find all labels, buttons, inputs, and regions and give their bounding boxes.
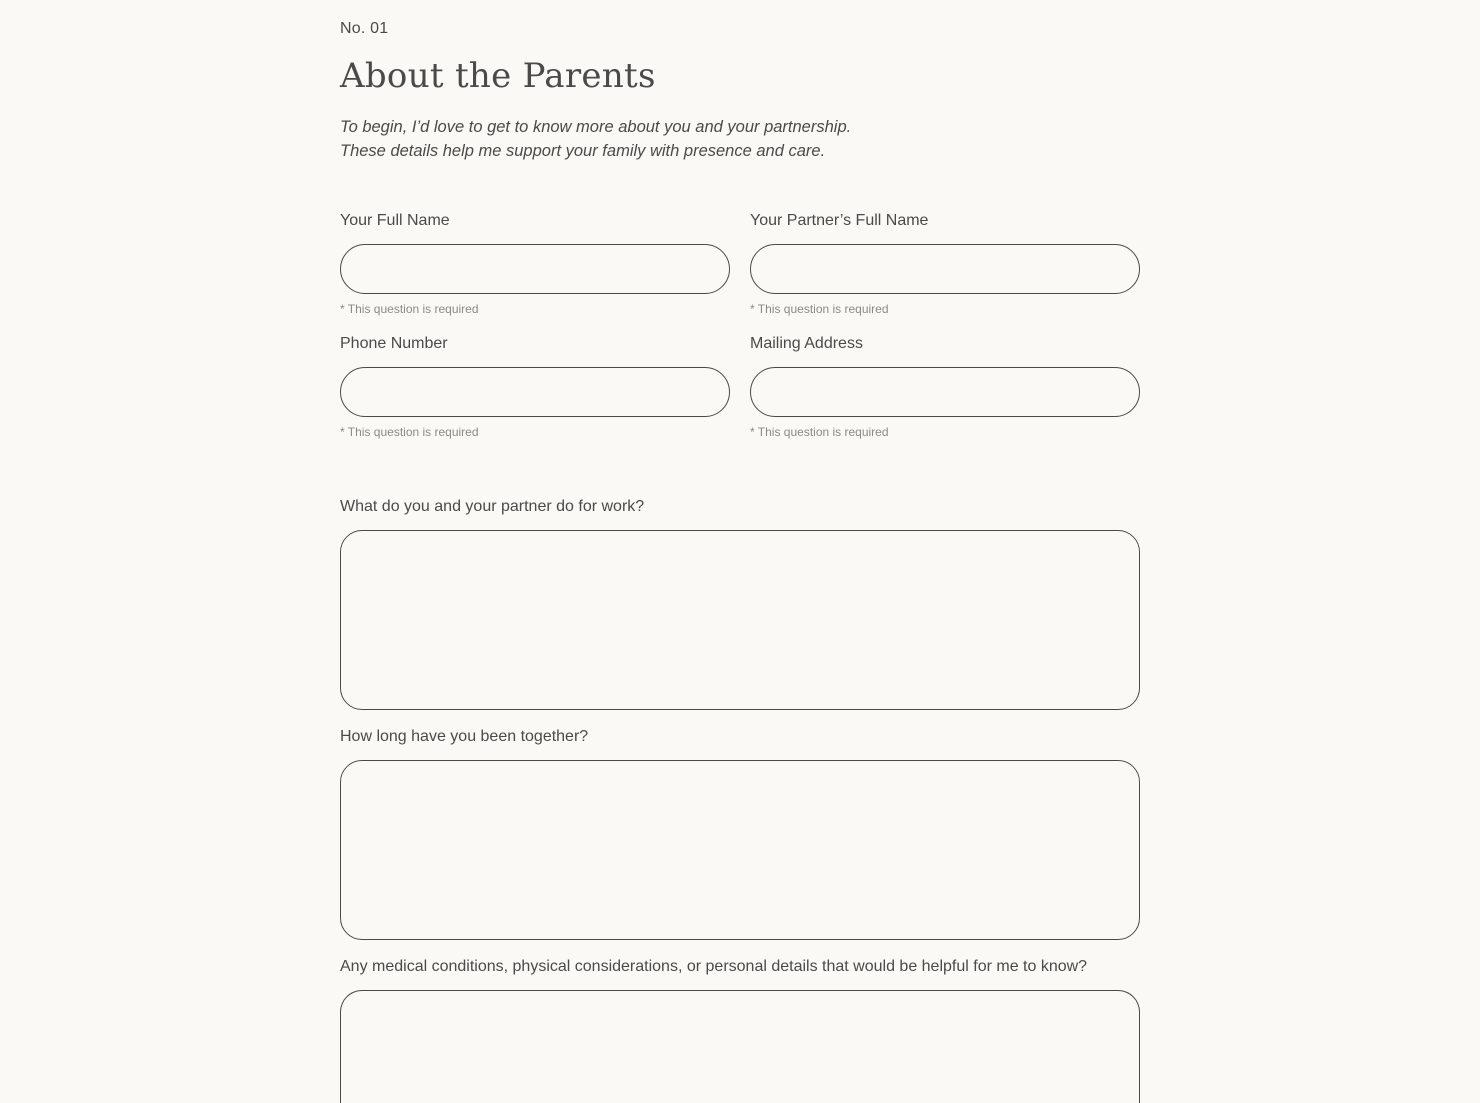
intro-line-1: To begin, I’d love to get to know more about you and your partnership.	[340, 118, 852, 136]
intro-line-2: These details help me support your family with presence and care.	[340, 142, 826, 160]
medical-textarea[interactable]	[340, 990, 1140, 1103]
work-textarea[interactable]	[340, 530, 1140, 710]
phone-input[interactable]	[340, 367, 730, 417]
full-name-input[interactable]	[340, 244, 730, 294]
phone-label: Phone Number	[340, 335, 448, 352]
work-question-label: What do you and your partner do for work?	[340, 498, 645, 515]
phone-required-note: * This question is required	[340, 425, 479, 439]
together-question-label: How long have you been together?	[340, 728, 589, 745]
partner-name-required-note: * This question is required	[750, 302, 889, 316]
address-input[interactable]	[750, 367, 1140, 417]
full-name-required-note: * This question is required	[340, 302, 479, 316]
address-label: Mailing Address	[750, 335, 863, 352]
address-required-note: * This question is required	[750, 425, 889, 439]
partner-name-label: Your Partner’s Full Name	[750, 212, 929, 229]
partner-name-input[interactable]	[750, 244, 1140, 294]
intro-text	[340, 115, 851, 163]
together-textarea[interactable]	[340, 760, 1140, 940]
page-title: About the Parents	[340, 56, 656, 96]
medical-question-label: Any medical conditions, physical considerations, or personal details that would be helpful for me to know?	[340, 958, 1088, 975]
section-number: No. 01	[340, 20, 389, 37]
full-name-label: Your Full Name	[340, 212, 450, 229]
